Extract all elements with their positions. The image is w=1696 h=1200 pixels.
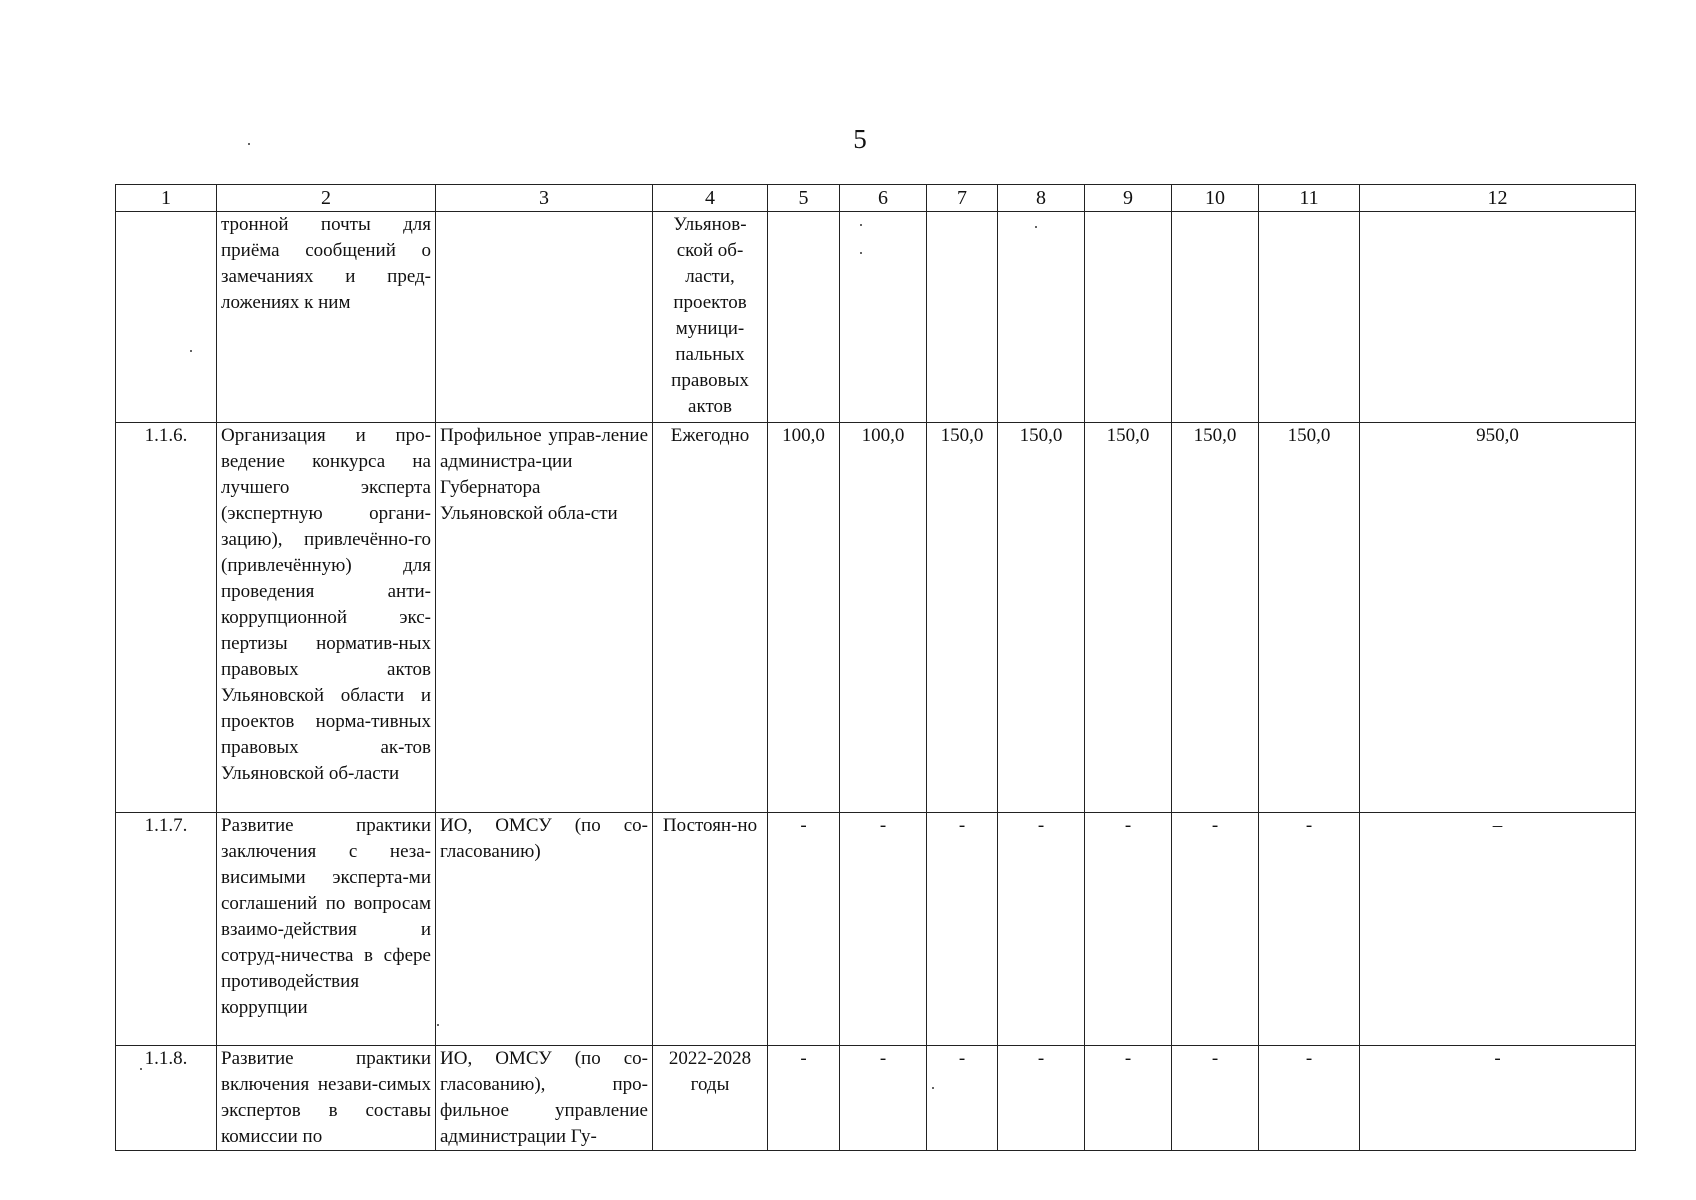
row-number: 1.1.6. [116,423,217,813]
column-header: 6 [840,185,927,212]
column-header: 3 [436,185,653,212]
table-row [116,813,1636,1046]
column-header: 8 [998,185,1085,212]
term-text: Постоян-но [653,813,768,1046]
funding-value: - [998,1046,1085,1151]
funding-total: - [1360,1046,1636,1151]
funding-total: 950,0 [1360,423,1636,813]
executor-text: ИО, ОМСУ (по со-гласованию) [436,813,653,1046]
funding-value [840,212,927,423]
funding-value: - [998,813,1085,1046]
funding-value: - [840,813,927,1046]
measures-table [115,184,1636,1151]
funding-value: - [1085,813,1172,1046]
funding-value: - [840,1046,927,1151]
event-text: Организация и про-ведение конкурса на лучшего эксперта (экспертную органи-зацию), привлечённо-го (привлечённую) для проведения анти-коррупционной экс-пертизы норматив-ных правовых актов Ульяновской области и проектов норма-тивных правовых ак-тов Ульяновской об-ласти [217,423,436,813]
funding-total [1360,212,1636,423]
table-row [116,1046,1636,1151]
funding-value [927,212,998,423]
row-number: 1.1.8. [116,1046,217,1151]
event-text: тронной почты для приёма сообщений о замечаниях и пред-ложениях к ним [217,212,436,423]
funding-value: 150,0 [1259,423,1360,813]
scan-speck [248,143,250,145]
funding-value: 150,0 [927,423,998,813]
funding-value: - [1085,1046,1172,1151]
funding-value: - [1259,813,1360,1046]
term-text: 2022-2028 годы [653,1046,768,1151]
funding-value: - [768,813,840,1046]
column-header: 9 [1085,185,1172,212]
term-text: Ежегодно [653,423,768,813]
funding-value: - [768,1046,840,1151]
column-header: 12 [1360,185,1636,212]
executor-text [436,212,653,423]
event-text: Развитие практики включения незави-симых экспертов в составы комиссии по [217,1046,436,1151]
funding-value: 150,0 [1085,423,1172,813]
funding-value: 100,0 [840,423,927,813]
column-header: 4 [653,185,768,212]
column-header: 7 [927,185,998,212]
table-row [116,212,1636,423]
column-header: 2 [217,185,436,212]
funding-value: - [1172,813,1259,1046]
table-row [116,423,1636,813]
event-text: Развитие практики заключения с неза-висимыми эксперта-ми соглашений по вопросам взаимо-действия и сотруд-ничества в сфере противодействия коррупции [217,813,436,1046]
funding-value: - [1259,1046,1360,1151]
column-header: 11 [1259,185,1360,212]
funding-value [1085,212,1172,423]
column-header: 5 [768,185,840,212]
column-header: 1 [116,185,217,212]
funding-value: 150,0 [998,423,1085,813]
row-number: 1.1.7. [116,813,217,1046]
funding-value: - [1172,1046,1259,1151]
funding-value [768,212,840,423]
table-header-row [116,185,1636,212]
funding-value [998,212,1085,423]
executor-text: ИО, ОМСУ (по со-гласованию), про-фильное управление администрации Гу- [436,1046,653,1151]
executor-text: Профильное управ-ление администра-ции Губернатора Ульяновской обла-сти [436,423,653,813]
column-header: 10 [1172,185,1259,212]
funding-value: - [927,1046,998,1151]
funding-value [1172,212,1259,423]
term-text: Ульянов-ской об-ласти, проектов муници-пальных правовых актов [653,212,768,423]
page-number: 5 [853,124,867,154]
funding-value: 150,0 [1172,423,1259,813]
row-number [116,212,217,423]
funding-value: - [927,813,998,1046]
funding-value [1259,212,1360,423]
funding-total: – [1360,813,1636,1046]
funding-value: 100,0 [768,423,840,813]
